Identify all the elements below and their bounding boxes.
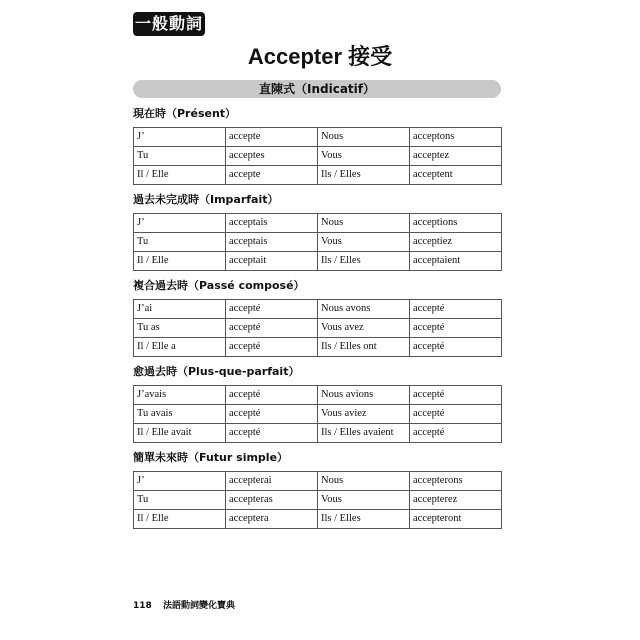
verb-form-cell: accepterez [410, 491, 502, 510]
verb-form-cell: acceptez [410, 147, 502, 166]
verb-form-cell: accepté [226, 386, 318, 405]
verb-form-cell: acceptions [410, 214, 502, 233]
pronoun-cell: Il / Elle [134, 252, 226, 271]
pronoun-cell: J’ [134, 214, 226, 233]
conjugation-table [133, 299, 502, 357]
pronoun-cell: Nous [318, 214, 410, 233]
tense-section-futur-simple [133, 449, 501, 529]
pronoun-cell: Vous [318, 147, 410, 166]
table-row [134, 128, 502, 147]
verb-form-cell: accepterons [410, 472, 502, 491]
table-row [134, 300, 502, 319]
pronoun-cell: Vous [318, 491, 410, 510]
pronoun-cell: J’ [134, 472, 226, 491]
pronoun-cell: Vous aviez [318, 405, 410, 424]
verb-form-cell: acceptais [226, 233, 318, 252]
pronoun-cell: Ils / Elles avaient [318, 424, 410, 443]
verb-form-cell: accepté [410, 386, 502, 405]
table-row [134, 338, 502, 357]
pronoun-cell: Nous avons [318, 300, 410, 319]
table-row [134, 472, 502, 491]
tense-section-plus-que-parfait [133, 363, 501, 443]
verb-form-cell: acceptons [410, 128, 502, 147]
table-row [134, 319, 502, 338]
pronoun-cell: Nous [318, 128, 410, 147]
pronoun-cell: J’ai [134, 300, 226, 319]
verb-form-cell: accepté [226, 338, 318, 357]
verb-form-cell: accepté [226, 405, 318, 424]
pronoun-cell: Il / Elle [134, 166, 226, 185]
pronoun-cell: Tu [134, 491, 226, 510]
verb-form-cell: accepté [410, 338, 502, 357]
table-row [134, 252, 502, 271]
pronoun-cell: Tu as [134, 319, 226, 338]
verb-form-cell: accepteras [226, 491, 318, 510]
page-footer [133, 598, 243, 611]
table-row [134, 386, 502, 405]
pronoun-cell: Tu [134, 233, 226, 252]
verb-form-cell: acceptent [410, 166, 502, 185]
verb-form-cell: acceptiez [410, 233, 502, 252]
verb-form-cell: accepté [410, 405, 502, 424]
pronoun-cell: J’ [134, 128, 226, 147]
pronoun-cell: Ils / Elles [318, 252, 410, 271]
pronoun-cell: J’avais [134, 386, 226, 405]
verb-form-cell: acceptera [226, 510, 318, 529]
pronoun-cell: Ils / Elles ont [318, 338, 410, 357]
tense-section-passe-compose [133, 277, 501, 357]
verb-form-cell: accepterai [226, 472, 318, 491]
pronoun-cell: Il / Elle [134, 510, 226, 529]
verb-form-cell: accepté [226, 424, 318, 443]
table-row [134, 491, 502, 510]
table-row [134, 424, 502, 443]
verb-form-cell: acceptait [226, 252, 318, 271]
conjugation-table [133, 127, 502, 185]
pronoun-cell: Vous avez [318, 319, 410, 338]
conjugation-table [133, 385, 502, 443]
verb-form-cell: acceptaient [410, 252, 502, 271]
verb-form-cell: accepte [226, 128, 318, 147]
verb-form-cell: accepté [410, 424, 502, 443]
pronoun-cell: Vous [318, 233, 410, 252]
pronoun-cell: Tu [134, 147, 226, 166]
tense-title: 現在時（Présent） [133, 107, 237, 120]
page-number: 118 [133, 601, 152, 611]
pronoun-cell: Nous avions [318, 386, 410, 405]
tense-title: 複合過去時（Passé composé） [133, 279, 305, 292]
verb-form-cell: accepté [226, 319, 318, 338]
tense-title: 過去未完成時（Imparfait） [133, 193, 279, 206]
book-title: 法語動詞變化寶典 [162, 601, 235, 611]
conjugation-table [133, 471, 502, 529]
pronoun-cell: Tu avais [134, 405, 226, 424]
verb-form-cell: accepte [226, 166, 318, 185]
tense-title: 簡單未來時（Futur simple） [133, 451, 289, 464]
verb-form-cell: accepteront [410, 510, 502, 529]
tense-title: 愈過去時（Plus-que-parfait） [133, 365, 300, 378]
table-row [134, 147, 502, 166]
table-row [134, 233, 502, 252]
verb-title: Accepter 接受 [247, 44, 393, 69]
verb-form-cell: acceptais [226, 214, 318, 233]
verb-form-cell: acceptes [226, 147, 318, 166]
pronoun-cell: Il / Elle a [134, 338, 226, 357]
tense-section-present [133, 105, 501, 185]
mood-heading: 直陳式（Indicatif） [133, 80, 501, 98]
conjugation-table [133, 213, 502, 271]
verb-form-cell: accepté [410, 319, 502, 338]
pronoun-cell: Il / Elle avait [134, 424, 226, 443]
table-row [134, 166, 502, 185]
verb-form-cell: accepté [226, 300, 318, 319]
pronoun-cell: Ils / Elles [318, 166, 410, 185]
table-row [134, 214, 502, 233]
pronoun-cell: Ils / Elles [318, 510, 410, 529]
pronoun-cell: Nous [318, 472, 410, 491]
tense-section-imparfait [133, 191, 501, 271]
table-row [134, 510, 502, 529]
verb-form-cell: accepté [410, 300, 502, 319]
table-row [134, 405, 502, 424]
category-tag: 一般動詞 [133, 12, 205, 36]
